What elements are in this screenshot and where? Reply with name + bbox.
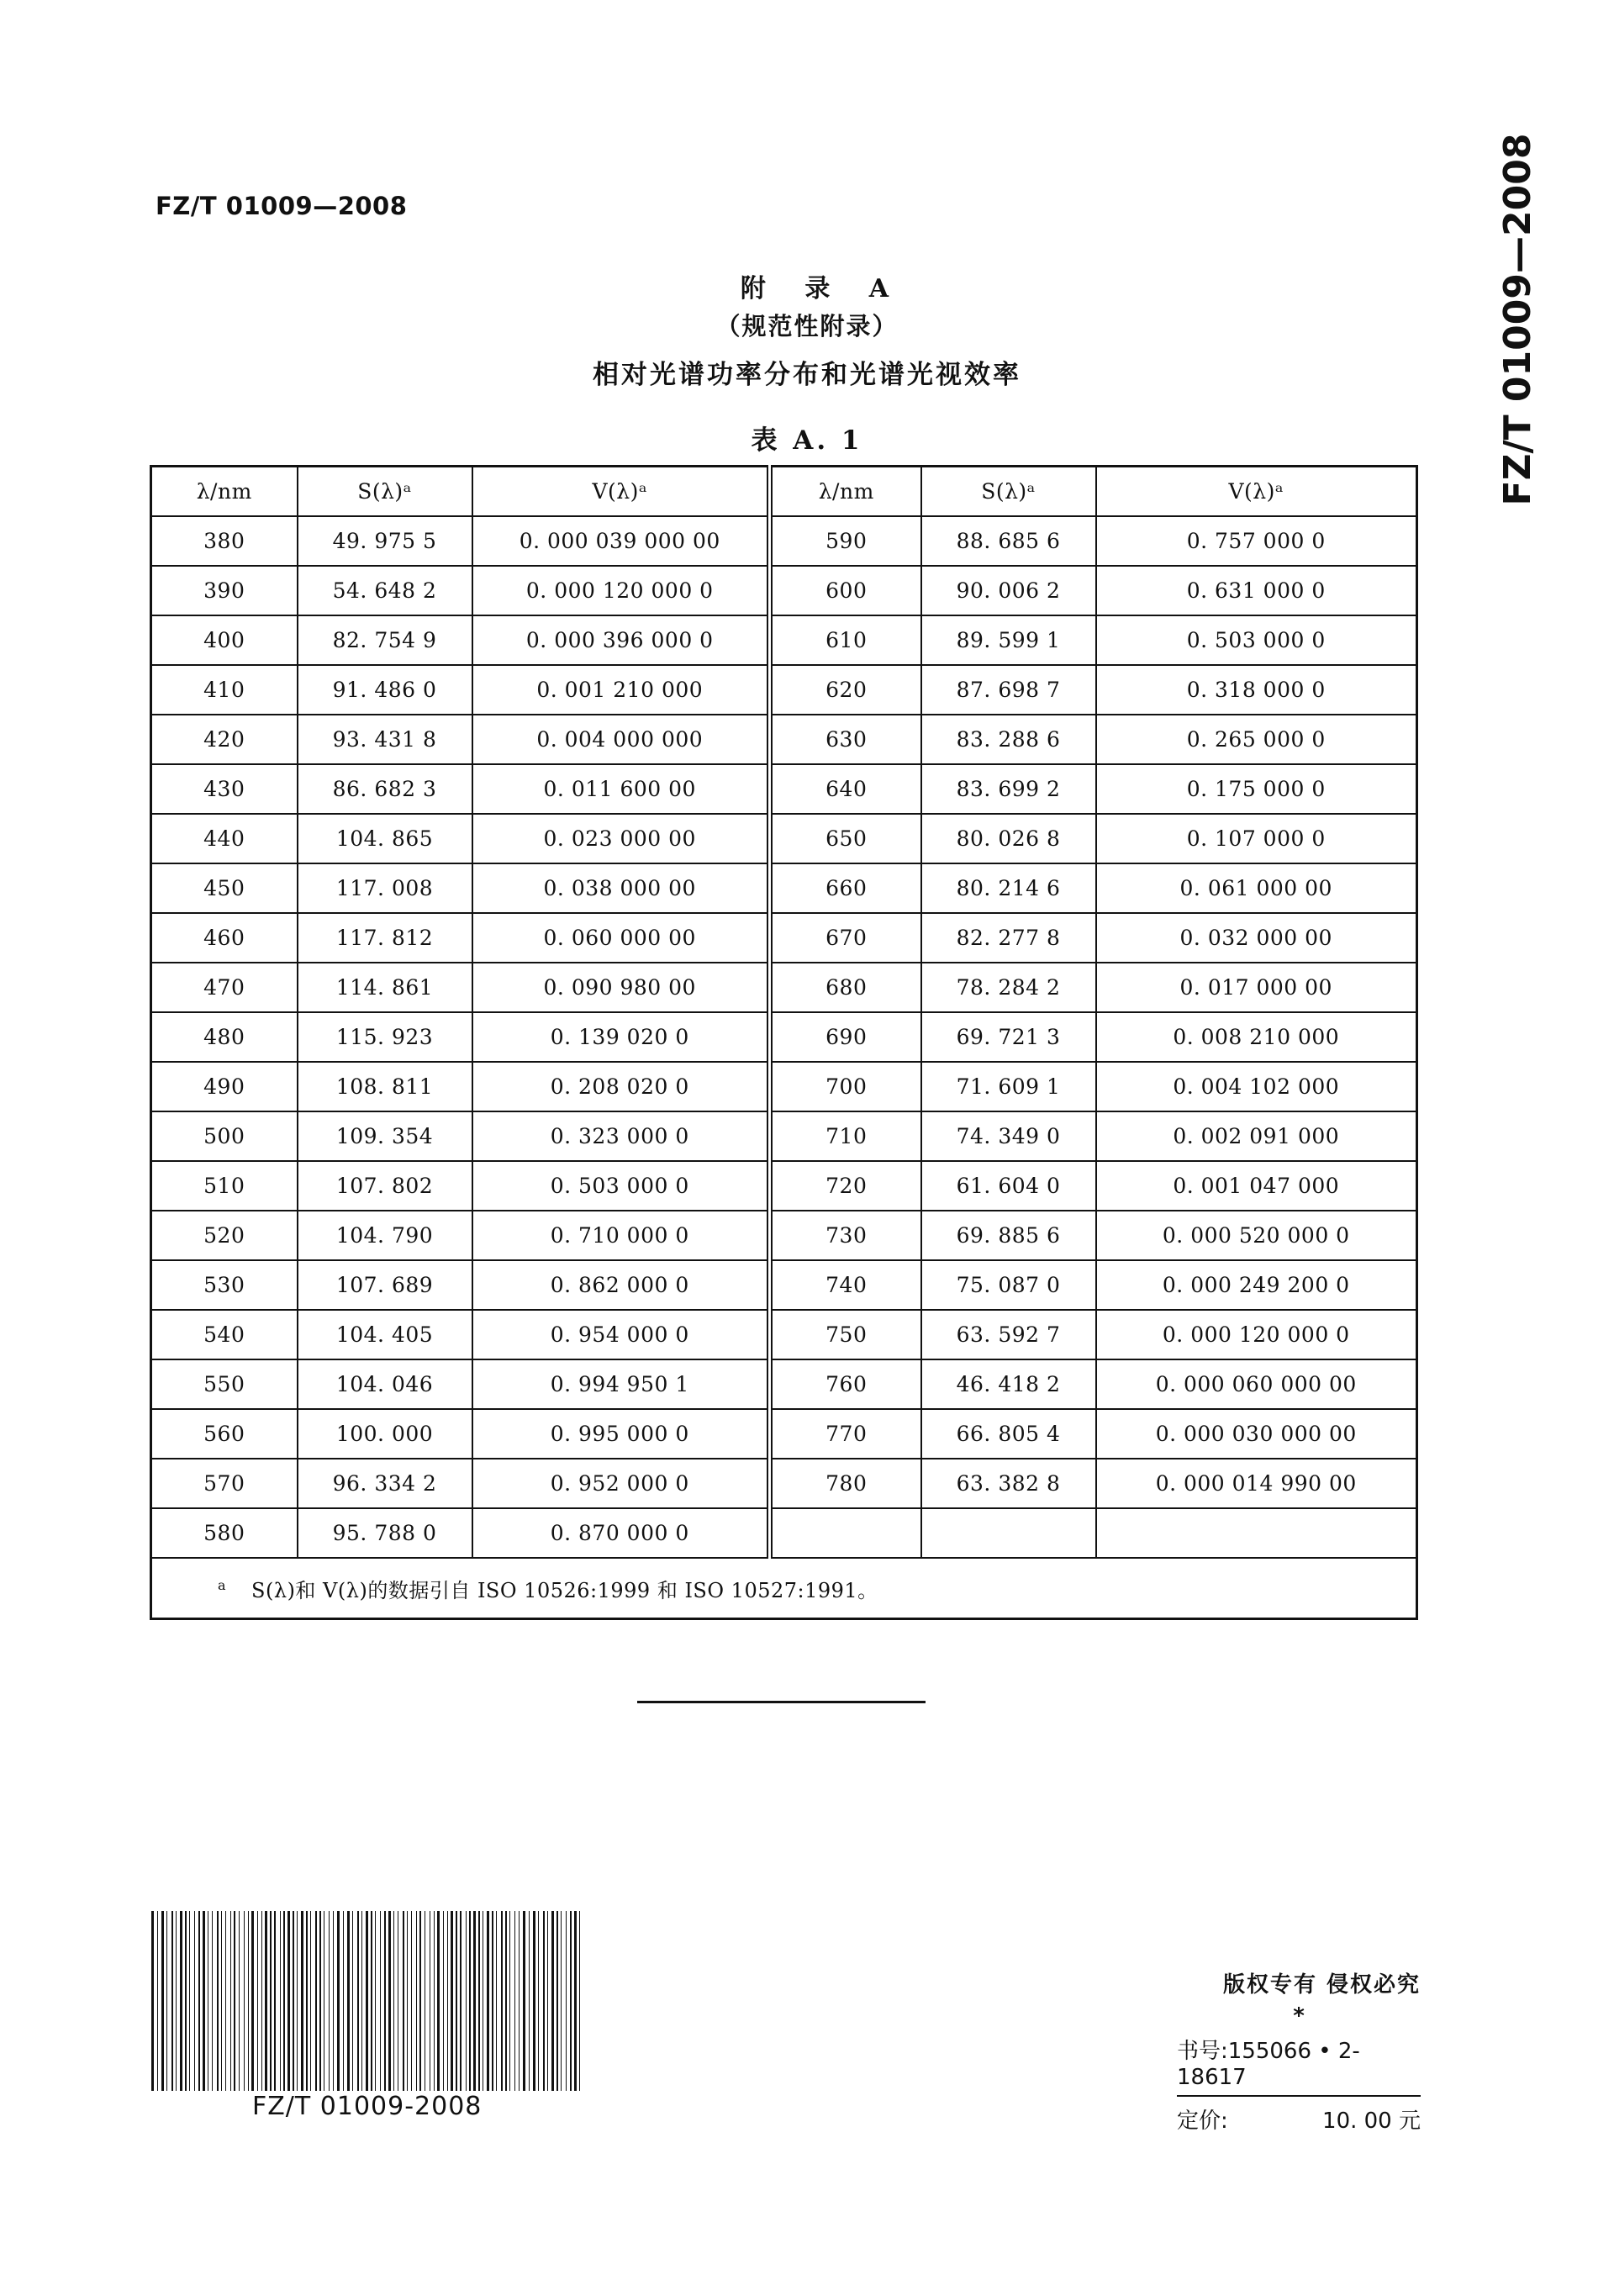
barcode-bar	[310, 1911, 311, 2091]
barcode-bar	[239, 1911, 240, 2091]
end-rule	[637, 1701, 926, 1703]
barcode-bar	[366, 1911, 368, 2091]
barcode-bar	[198, 1911, 200, 2091]
cell-spectral-power: 75. 087 0	[921, 1260, 1096, 1310]
cell-luminous-efficiency: 0. 208 020 0	[472, 1062, 770, 1111]
cell-wavelength: 420	[151, 715, 298, 764]
barcode-bar	[194, 1911, 195, 2091]
table-row	[151, 1459, 1417, 1508]
cell-wavelength: 450	[151, 863, 298, 913]
cell-luminous-efficiency: 0. 000 039 000 00	[472, 516, 770, 566]
barcode-bar	[469, 1911, 471, 2091]
barcode-bar	[293, 1911, 294, 2091]
barcode-bar	[451, 1911, 453, 2091]
book-number: 书号:155066 • 2-18617	[1177, 2034, 1421, 2097]
barcode-bar	[551, 1911, 554, 2091]
barcode-bar	[283, 1911, 285, 2091]
cell-spectral-power: 63. 592 7	[921, 1310, 1096, 1359]
barcode-bar	[403, 1911, 404, 2091]
cell-luminous-efficiency: 0. 265 000 0	[1096, 715, 1417, 764]
cell-wavelength: 620	[770, 665, 921, 715]
cell-luminous-efficiency: 0. 001 047 000	[1096, 1161, 1417, 1211]
barcode-bar	[274, 1911, 276, 2091]
cell-luminous-efficiency: 0. 503 000 0	[1096, 615, 1417, 665]
barcode-bar	[329, 1911, 330, 2091]
cell-wavelength: 530	[151, 1260, 298, 1310]
barcode-bar	[380, 1911, 381, 2091]
barcode-bar	[248, 1911, 249, 2091]
barcode-bar	[306, 1911, 308, 2091]
barcode-bar	[443, 1911, 444, 2091]
cell-spectral-power: 88. 685 6	[921, 516, 1096, 566]
cell-luminous-efficiency: 0. 011 600 00	[472, 764, 770, 814]
cell-luminous-efficiency: 0. 862 000 0	[472, 1260, 770, 1310]
barcode-bar	[492, 1911, 493, 2091]
cell-spectral-power: 115. 923	[298, 1012, 472, 1062]
table-row	[151, 715, 1417, 764]
cell-spectral-power: 83. 288 6	[921, 715, 1096, 764]
cell-wavelength: 580	[151, 1508, 298, 1558]
barcode-bar	[343, 1911, 344, 2091]
barcode-bar	[161, 1911, 164, 2091]
cell-wavelength: 490	[151, 1062, 298, 1111]
barcode-bar	[185, 1911, 187, 2091]
table-row	[151, 615, 1417, 665]
cell-wavelength: 760	[770, 1359, 921, 1409]
cell-wavelength: 660	[770, 863, 921, 913]
barcode-bar	[543, 1911, 545, 2091]
cell-spectral-power: 63. 382 8	[921, 1459, 1096, 1508]
barcode-bar	[361, 1911, 362, 2091]
price	[1177, 2103, 1421, 2135]
table-row	[151, 1062, 1417, 1111]
cell-spectral-power: 104. 865	[298, 814, 472, 863]
header-wavelength: λ/nm	[770, 467, 921, 517]
barcode-text: FZ/T 01009-2008	[252, 2092, 483, 2121]
cell-wavelength: 770	[770, 1409, 921, 1459]
cell-wavelength: 740	[770, 1260, 921, 1310]
barcode-bar	[151, 1911, 154, 2091]
barcode-bar	[460, 1911, 462, 2091]
barcode-bar	[265, 1911, 267, 2091]
cell-luminous-efficiency: 0. 000 120 000 0	[472, 566, 770, 615]
table-row	[151, 1260, 1417, 1310]
table-row	[151, 814, 1417, 863]
cell-wavelength: 410	[151, 665, 298, 715]
barcode-bar	[556, 1911, 558, 2091]
barcode-bar	[473, 1911, 476, 2091]
table-row	[151, 1161, 1417, 1211]
table-row	[151, 1310, 1417, 1359]
cell-luminous-efficiency: 0. 175 000 0	[1096, 764, 1417, 814]
table-row	[151, 963, 1417, 1012]
cell-luminous-efficiency: 0. 032 000 00	[1096, 913, 1417, 963]
cell-wavelength: 400	[151, 615, 298, 665]
cell-luminous-efficiency: 0. 004 102 000	[1096, 1062, 1417, 1111]
cell-luminous-efficiency: 0. 107 000 0	[1096, 814, 1417, 863]
cell-luminous-efficiency: 0. 002 091 000	[1096, 1111, 1417, 1161]
cell-wavelength: 650	[770, 814, 921, 863]
cell-luminous-efficiency: 0. 139 020 0	[472, 1012, 770, 1062]
cell-luminous-efficiency: 0. 017 000 00	[1096, 963, 1417, 1012]
cell-spectral-power: 89. 599 1	[921, 615, 1096, 665]
barcode-bar	[301, 1911, 303, 2091]
barcode-bar	[523, 1911, 525, 2091]
header-luminous-efficiency: V(λ)ᵃ	[1096, 467, 1417, 517]
barcode-bar	[319, 1911, 321, 2091]
cell-spectral-power: 117. 008	[298, 863, 472, 913]
price-value: 10. 00 元	[1322, 2109, 1421, 2134]
table-row	[151, 913, 1417, 963]
table-row	[151, 516, 1417, 566]
header-luminous-efficiency: V(λ)ᵃ	[472, 467, 770, 517]
barcode-bar	[538, 1911, 539, 2091]
barcode-bar	[514, 1911, 515, 2091]
cell-spectral-power: 46. 418 2	[921, 1359, 1096, 1409]
barcode-bar	[574, 1911, 577, 2091]
cell-luminous-efficiency: 0. 995 000 0	[472, 1409, 770, 1459]
cell-luminous-efficiency: 0. 000 249 200 0	[1096, 1260, 1417, 1310]
barcode-bar	[434, 1911, 435, 2091]
cell-luminous-efficiency: 0. 000 030 000 00	[1096, 1409, 1417, 1459]
star-mark: *	[1293, 2003, 1305, 2029]
footnote-mark: a	[218, 1576, 227, 1593]
barcode-bar	[496, 1911, 497, 2091]
cell-wavelength: 510	[151, 1161, 298, 1211]
barcode-bar	[180, 1911, 182, 2091]
table-row	[151, 1012, 1417, 1062]
barcode-bar	[357, 1911, 359, 2091]
cell-luminous-efficiency: 0. 994 950 1	[472, 1359, 770, 1409]
cell-spectral-power: 87. 698 7	[921, 665, 1096, 715]
cell-spectral-power: 80. 026 8	[921, 814, 1096, 863]
cell-spectral-power: 82. 277 8	[921, 913, 1096, 963]
cell-luminous-efficiency: 0. 008 210 000	[1096, 1012, 1417, 1062]
barcode-bar	[416, 1911, 417, 2091]
cell-wavelength: 590	[770, 516, 921, 566]
colophon	[1177, 1967, 1421, 2135]
barcode-bar	[529, 1911, 530, 2091]
cell-luminous-efficiency: 0. 000 396 000 0	[472, 615, 770, 665]
cell-spectral-power: 107. 689	[298, 1260, 472, 1310]
barcode-bar	[171, 1911, 173, 2091]
barcode-bar	[533, 1911, 535, 2091]
barcode-bar	[352, 1911, 353, 2091]
cell-spectral-power: 49. 975 5	[298, 516, 472, 566]
cell-spectral-power: 96. 334 2	[298, 1459, 472, 1508]
table-row	[151, 665, 1417, 715]
cell-luminous-efficiency: 0. 023 000 00	[472, 814, 770, 863]
cell-luminous-efficiency: 0. 004 000 000	[472, 715, 770, 764]
table-row	[151, 764, 1417, 814]
cell-luminous-efficiency: 0. 710 000 0	[472, 1211, 770, 1260]
barcode-bar	[478, 1911, 480, 2091]
price-label: 定价:	[1177, 2109, 1228, 2134]
barcode-bar	[234, 1911, 235, 2091]
cell-wavelength: 780	[770, 1459, 921, 1508]
barcode-bar	[371, 1911, 372, 2091]
barcode-bar	[570, 1911, 572, 2091]
cell-luminous-efficiency: 0. 001 210 000	[472, 665, 770, 715]
barcode-bar	[230, 1911, 231, 2091]
cell-spectral-power	[921, 1508, 1096, 1558]
barcode-bar	[388, 1911, 391, 2091]
barcode-bar	[297, 1911, 298, 2091]
barcode-bar	[166, 1911, 167, 2091]
spectral-data-table	[150, 465, 1418, 1620]
barcode-bar	[251, 1911, 254, 2091]
cell-wavelength: 730	[770, 1211, 921, 1260]
barcode-bar	[333, 1911, 334, 2091]
cell-spectral-power: 91. 486 0	[298, 665, 472, 715]
cell-wavelength: 380	[151, 516, 298, 566]
cell-spectral-power: 54. 648 2	[298, 566, 472, 615]
table-row	[151, 863, 1417, 913]
cell-spectral-power: 69. 721 3	[921, 1012, 1096, 1062]
barcode-bar	[566, 1911, 567, 2091]
table-footnote-row	[151, 1558, 1417, 1619]
barcode-bar	[407, 1911, 408, 2091]
cell-wavelength: 480	[151, 1012, 298, 1062]
cell-spectral-power: 61. 604 0	[921, 1161, 1096, 1211]
cell-luminous-efficiency: 0. 757 000 0	[1096, 516, 1417, 566]
cell-spectral-power: 80. 214 6	[921, 863, 1096, 913]
cell-wavelength: 470	[151, 963, 298, 1012]
barcode-bar	[487, 1911, 489, 2091]
cell-luminous-efficiency: 0. 000 060 000 00	[1096, 1359, 1417, 1409]
cell-luminous-efficiency: 0. 090 980 00	[472, 963, 770, 1012]
cell-wavelength: 500	[151, 1111, 298, 1161]
table-row	[151, 1359, 1417, 1409]
barcode-bar	[189, 1911, 190, 2091]
cell-luminous-efficiency: 0. 503 000 0	[472, 1161, 770, 1211]
cell-luminous-efficiency: 0. 000 014 990 00	[1096, 1459, 1417, 1508]
footnote-text: S(λ)和 V(λ)的数据引自 ISO 10526:1999 和 ISO 10527:1991。	[251, 1578, 878, 1602]
barcode-bar	[337, 1911, 340, 2091]
barcode-bar	[203, 1911, 205, 2091]
table-caption: 表 A. 1	[751, 425, 863, 456]
cell-luminous-efficiency: 0. 000 120 000 0	[1096, 1310, 1417, 1359]
barcode-bar	[393, 1911, 394, 2091]
cell-wavelength: 600	[770, 566, 921, 615]
barcode-bar	[212, 1911, 213, 2091]
barcode-bar	[456, 1911, 457, 2091]
header-spectral-power: S(λ)ᵃ	[298, 467, 472, 517]
barcode-bar	[509, 1911, 510, 2091]
cell-wavelength: 700	[770, 1062, 921, 1111]
cell-wavelength: 560	[151, 1409, 298, 1459]
appendix-title: 相对光谱功率分布和光谱光视效率	[593, 360, 1021, 390]
barcode-bar	[261, 1911, 262, 2091]
barcode-bar	[244, 1911, 245, 2091]
barcode-bar	[221, 1911, 222, 2091]
barcode-bar	[505, 1911, 507, 2091]
cell-wavelength: 690	[770, 1012, 921, 1062]
cell-spectral-power: 104. 405	[298, 1310, 472, 1359]
cell-luminous-efficiency: 0. 952 000 0	[472, 1459, 770, 1508]
cell-spectral-power: 95. 788 0	[298, 1508, 472, 1558]
cell-wavelength: 680	[770, 963, 921, 1012]
barcode-bar	[447, 1911, 448, 2091]
cell-wavelength: 610	[770, 615, 921, 665]
cell-wavelength	[770, 1508, 921, 1558]
barcode-bar	[437, 1911, 440, 2091]
cell-wavelength: 390	[151, 566, 298, 615]
appendix-type: （规范性附录）	[715, 312, 899, 340]
barcode-bar	[176, 1911, 177, 2091]
cell-wavelength: 750	[770, 1310, 921, 1359]
cell-luminous-efficiency: 0. 631 000 0	[1096, 566, 1417, 615]
cell-spectral-power: 108. 811	[298, 1062, 472, 1111]
table-row	[151, 1111, 1417, 1161]
header-wavelength: λ/nm	[151, 467, 298, 517]
barcode-bar	[157, 1911, 158, 2091]
table-row	[151, 1508, 1417, 1558]
cell-spectral-power: 114. 861	[298, 963, 472, 1012]
barcode-bar	[384, 1911, 386, 2091]
cell-wavelength: 460	[151, 913, 298, 963]
cell-wavelength: 670	[770, 913, 921, 963]
barcode-bar	[347, 1911, 350, 2091]
cell-spectral-power: 74. 349 0	[921, 1111, 1096, 1161]
cell-spectral-power: 100. 000	[298, 1409, 472, 1459]
barcode-bar	[257, 1911, 258, 2091]
cell-spectral-power: 107. 802	[298, 1161, 472, 1211]
cell-wavelength: 430	[151, 764, 298, 814]
cell-spectral-power: 117. 812	[298, 913, 472, 963]
cell-spectral-power: 69. 885 6	[921, 1211, 1096, 1260]
cell-wavelength: 720	[770, 1161, 921, 1211]
cell-spectral-power: 71. 609 1	[921, 1062, 1096, 1111]
cell-luminous-efficiency	[1096, 1508, 1417, 1558]
barcode-bar	[466, 1911, 467, 2091]
cell-spectral-power: 66. 805 4	[921, 1409, 1096, 1459]
cell-spectral-power: 82. 754 9	[298, 615, 472, 665]
cell-luminous-efficiency: 0. 000 520 000 0	[1096, 1211, 1417, 1260]
barcode-bar	[225, 1911, 226, 2091]
barcode-bar	[419, 1911, 421, 2091]
cell-wavelength: 570	[151, 1459, 298, 1508]
standard-code: FZ/T 01009—2008	[156, 192, 408, 220]
table-header-row	[151, 467, 1417, 517]
side-standard-code: FZ/T 01009—2008	[1495, 133, 1539, 506]
barcode-bar	[217, 1911, 219, 2091]
barcode-bar	[315, 1911, 317, 2091]
barcode-bar	[411, 1911, 412, 2091]
cell-spectral-power: 104. 046	[298, 1359, 472, 1409]
barcode	[150, 1911, 584, 2091]
cell-spectral-power: 90. 006 2	[921, 566, 1096, 615]
barcode-bar	[561, 1911, 562, 2091]
cell-wavelength: 640	[770, 764, 921, 814]
header-spectral-power: S(λ)ᵃ	[921, 467, 1096, 517]
cell-spectral-power: 83. 699 2	[921, 764, 1096, 814]
cell-spectral-power: 86. 682 3	[298, 764, 472, 814]
cell-wavelength: 520	[151, 1211, 298, 1260]
barcode-bar	[375, 1911, 376, 2091]
cell-spectral-power: 109. 354	[298, 1111, 472, 1161]
cell-luminous-efficiency: 0. 060 000 00	[472, 913, 770, 963]
cell-wavelength: 630	[770, 715, 921, 764]
barcode-bar	[287, 1911, 290, 2091]
cell-wavelength: 440	[151, 814, 298, 863]
table-row	[151, 1409, 1417, 1459]
barcode-bar	[280, 1911, 281, 2091]
table-row	[151, 1211, 1417, 1260]
cell-spectral-power: 93. 431 8	[298, 715, 472, 764]
cell-luminous-efficiency: 0. 061 000 00	[1096, 863, 1417, 913]
barcode-bar	[547, 1911, 548, 2091]
appendix-label: 附 录 A	[740, 274, 905, 303]
cell-luminous-efficiency: 0. 318 000 0	[1096, 665, 1417, 715]
barcode-bar	[270, 1911, 272, 2091]
cell-luminous-efficiency: 0. 038 000 00	[472, 863, 770, 913]
cell-luminous-efficiency: 0. 954 000 0	[472, 1310, 770, 1359]
table-footnote	[151, 1558, 1417, 1619]
cell-luminous-efficiency: 0. 870 000 0	[472, 1508, 770, 1558]
barcode-bar	[519, 1911, 520, 2091]
cell-wavelength: 540	[151, 1310, 298, 1359]
cell-spectral-power: 104. 790	[298, 1211, 472, 1260]
cell-spectral-power: 78. 284 2	[921, 963, 1096, 1012]
barcode-bar	[501, 1911, 503, 2091]
table-row	[151, 566, 1417, 615]
cell-wavelength: 710	[770, 1111, 921, 1161]
cell-wavelength: 550	[151, 1359, 298, 1409]
barcode-bar	[579, 1911, 580, 2091]
cell-luminous-efficiency: 0. 323 000 0	[472, 1111, 770, 1161]
copyright-notice: 版权专有 侵权必究	[1222, 1972, 1421, 1998]
